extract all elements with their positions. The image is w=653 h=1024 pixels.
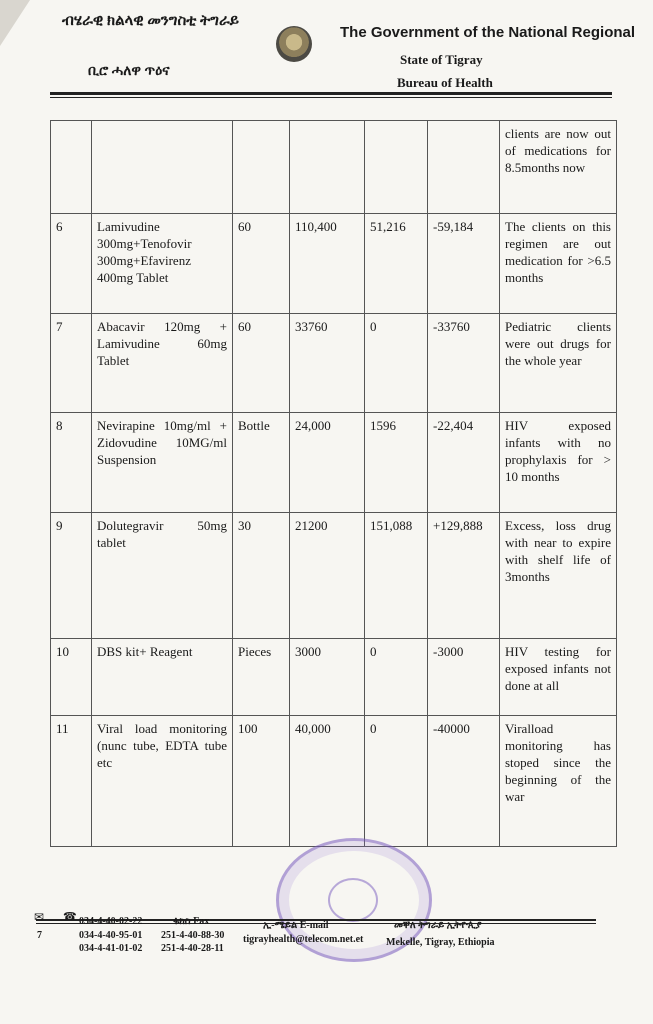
cell-stock: 0: [365, 639, 428, 716]
footer-fax-label: ፋክስ Fax: [173, 916, 210, 927]
cell-remark: HIV exposed infants with no prophylaxis for > 10 months: [500, 413, 617, 513]
cell-item: DBS kit+ Reagent: [92, 639, 233, 716]
cell-need: 40,000: [290, 716, 365, 847]
cell-stock: 1596: [365, 413, 428, 513]
cell-unit: Bottle: [233, 413, 290, 513]
cell-no: 9: [51, 513, 92, 639]
cell-unit: Pieces: [233, 639, 290, 716]
cell-remark: HIV testing for exposed infants not done at all: [500, 639, 617, 716]
cell-gap: [428, 121, 500, 214]
cell-gap: -59,184: [428, 214, 500, 314]
cell-no: 10: [51, 639, 92, 716]
cell-need: 24,000: [290, 413, 365, 513]
footer-city-amharic: መቐለ ትግራይ ኢትዮጲያ: [394, 920, 482, 931]
header-english-line1: The Government of the National Regional: [340, 24, 636, 41]
cell-unit: 60: [233, 214, 290, 314]
cell-item: Dolutegravir 50mg tablet: [92, 513, 233, 639]
cell-item: Viral load monitoring (nunc tube, EDTA tube etc: [92, 716, 233, 847]
table-row: [51, 639, 617, 716]
table-row: [51, 513, 617, 639]
cell-stock: [365, 121, 428, 214]
table-row: [51, 716, 617, 847]
footer-phone-2: 034-4-40-95-01: [79, 930, 143, 941]
cell-unit: 100: [233, 716, 290, 847]
cell-item: Lamivudine 300mg+Tenofovir 300mg+Efavirenz 400mg Tablet: [92, 214, 233, 314]
table-row: [51, 214, 617, 314]
cell-remark: The clients on this regimen are out medication for >6.5 months: [500, 214, 617, 314]
footer-city: Mekelle, Tigray, Ethiopia: [386, 937, 495, 948]
header-rule: [50, 92, 612, 95]
page-corner: [0, 0, 30, 46]
cell-stock: 151,088: [365, 513, 428, 639]
header-amharic-title: ብሄራዊ ክልላዊ መንግስቲ ትግራይ: [62, 13, 239, 29]
header-english-line2: State of Tigray: [400, 52, 483, 67]
footer-phone-3: 034-4-41-01-02: [79, 943, 143, 954]
cell-need: 110,400: [290, 214, 365, 314]
cell-gap: -40000: [428, 716, 500, 847]
table-row: [51, 413, 617, 513]
stamp-center-icon: [328, 878, 378, 922]
footer-phone-1: 034-4-40-02-22: [79, 916, 143, 927]
cell-unit: [233, 121, 290, 214]
cell-remark: clients are now out of medications for 8.5months now: [500, 121, 617, 214]
cell-remark: Excess, loss drug with near to expire with shelf life of 3months: [500, 513, 617, 639]
cell-no: [51, 121, 92, 214]
cell-gap: -33760: [428, 314, 500, 413]
table-row: [51, 314, 617, 413]
cell-stock: 51,216: [365, 214, 428, 314]
medication-gap-table: [50, 120, 617, 847]
cell-need: [290, 121, 365, 214]
emblem-icon: [276, 26, 312, 62]
footer-email-label: ኢ-ሜይል E-mail: [263, 920, 329, 931]
mailbox-icon: ✉: [34, 910, 45, 924]
cell-stock: 0: [365, 314, 428, 413]
cell-need: 21200: [290, 513, 365, 639]
cell-unit: 30: [233, 513, 290, 639]
header-english-line3: Bureau of Health: [397, 75, 493, 90]
cell-remark: Pediatric clients were out drugs for the whole year: [500, 314, 617, 413]
header-rule-thin: [50, 97, 612, 98]
cell-item: Nevirapine 10mg/ml + Zidovudine 10MG/ml Suspension: [92, 413, 233, 513]
cell-gap: -22,404: [428, 413, 500, 513]
cell-need: 3000: [290, 639, 365, 716]
cell-unit: 60: [233, 314, 290, 413]
cell-stock: 0: [365, 716, 428, 847]
footer-fax-1: 251-4-40-88-30: [161, 930, 225, 941]
cell-no: 7: [51, 314, 92, 413]
cell-gap: +129,888: [428, 513, 500, 639]
cell-no: 8: [51, 413, 92, 513]
cell-need: 33760: [290, 314, 365, 413]
footer-po-box: 7: [37, 930, 42, 941]
cell-gap: -3000: [428, 639, 500, 716]
cell-no: 11: [51, 716, 92, 847]
cell-item: [92, 121, 233, 214]
cell-item: Abacavir 120mg + Lamivudine 60mg Tablet: [92, 314, 233, 413]
cell-no: 6: [51, 214, 92, 314]
cell-remark: Viralload monitoring has stoped since the beginning of the war: [500, 716, 617, 847]
footer-email: tigrayhealth@telecom.net.et: [243, 934, 364, 945]
phone-icon: ☎: [63, 911, 77, 923]
footer-fax-2: 251-4-40-28-11: [161, 943, 224, 954]
table-row: [51, 121, 617, 214]
header-amharic-bureau: ቢሮ ሓለዋ ጥዕና: [88, 64, 170, 79]
